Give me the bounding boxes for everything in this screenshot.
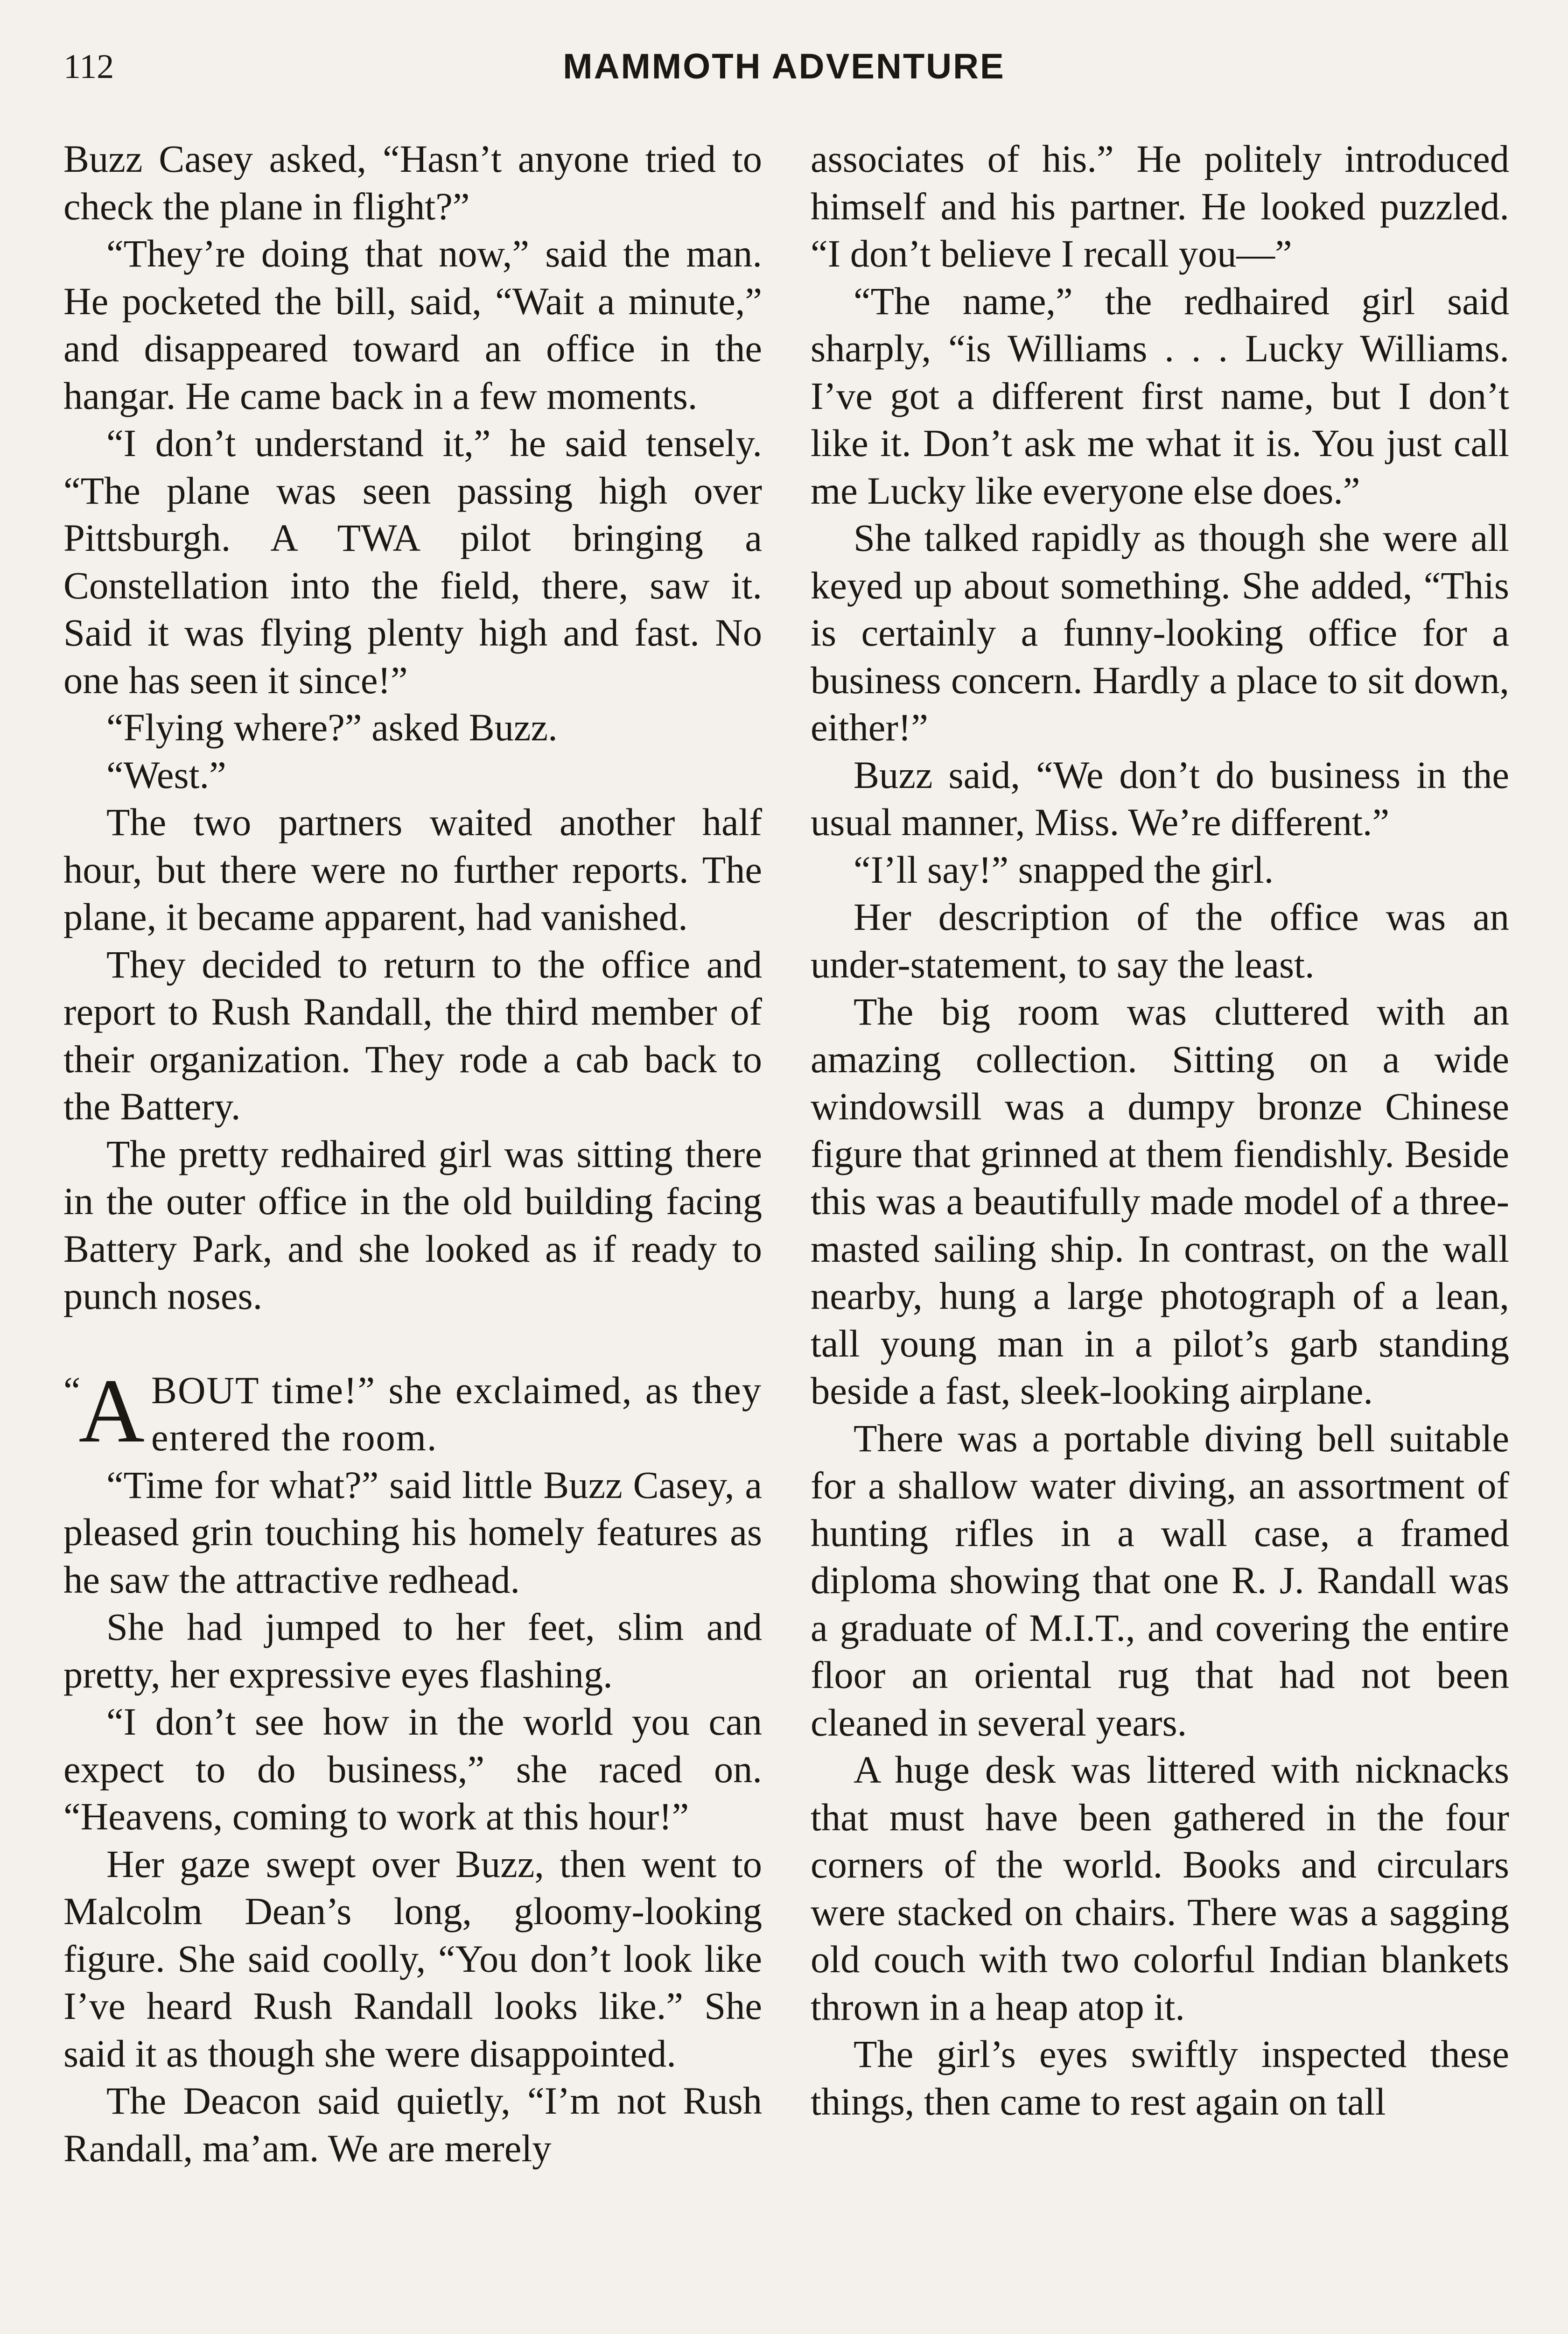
paragraph: The girl’s eyes swiftly inspected these things, then came to rest again on tall bbox=[811, 2032, 1509, 2123]
running-head: MAMMOTH ADVENTURE bbox=[563, 47, 1005, 86]
paragraph: The Deacon said quietly, “I’m not Rush Randall, ma’am. We are merely bbox=[63, 2079, 762, 2170]
paragraph: There was a portable diving bell suitable for a shallow water diving, an assortment of hunting rifles in a wall case, a framed diploma showing that one R. J. Randall was a graduate of M.I.T., and covering the entire floor an oriental rug that had not been cleaned in several years. bbox=[811, 1416, 1509, 1744]
paragraph: associates of his.” He politely introduced himself and his partner. He looked puzzled. “I don’t believe I recall you—” bbox=[811, 137, 1509, 275]
paragraph: She talked rapidly as though she were all keyed up about something. She added, “This is certainly a funny-looking office for a business concern. Hardly a place to sit down, either!” bbox=[811, 516, 1509, 749]
paragraph: The pretty redhaired girl was sitting there in the outer office in the old building facing Battery Park, and she looked as if ready to punch noses. bbox=[63, 1132, 762, 1317]
paragraph: She had jumped to her feet, slim and pretty, her expressive eyes flashing. bbox=[63, 1605, 762, 1696]
drop-cap-quote: “ bbox=[63, 1369, 81, 1412]
paragraph: Buzz Casey asked, “Hasn’t anyone tried to check the plane in flight?” bbox=[63, 137, 762, 228]
paragraph: “I don’t see how in the world you can expect to do business,” she raced on. “Heavens, coming to work at this hour!” bbox=[63, 1700, 762, 1838]
paragraph: Buzz said, “We don’t do business in the usual manner, Miss. We’re different.” bbox=[811, 753, 1509, 844]
paragraph: They decided to return to the office and report to Rush Randall, the third member of their organization. They rode a cab back to the Battery. bbox=[63, 942, 762, 1128]
paragraph: A huge desk was littered with nicknacks that must have been gathered in the four corners of the world. Books and circulars were stacked on chairs. There was a sagging old couch with two colorful Indian blankets thrown in a heap atop it. bbox=[811, 1748, 1509, 2028]
right-column bbox=[811, 135, 1509, 2125]
paragraph: Her gaze swept over Buzz, then went to Malcolm Dean’s long, gloomy-looking figure. She said coolly, “You don’t look like I’ve heard Rush Randall looks like.” She said it as though she were disappointed. bbox=[63, 1842, 762, 2075]
dropcap-paragraph bbox=[63, 1360, 762, 1462]
drop-cap bbox=[63, 1360, 145, 1462]
paragraph: “I don’t understand it,” he said tensely. “The plane was seen passing high over Pittsburgh. A TWA pilot bringing a Constellation into the field, there, saw it. Said it was flying plenty high and fast. No one has seen it since!” bbox=[63, 422, 762, 702]
page-number: 112 bbox=[63, 48, 114, 86]
paragraph: “They’re doing that now,” said the man. He pocketed the bill, said, “Wait a minute,” and disappeared toward an office in the hangar. He came back in a few moments. bbox=[63, 232, 762, 417]
paragraph: Her description of the office was an under-statement, to say the least. bbox=[811, 895, 1509, 986]
drop-cap-letter: A bbox=[78, 1360, 145, 1462]
paragraph: “West.” bbox=[106, 753, 226, 796]
paragraph: “Flying where?” asked Buzz. bbox=[106, 706, 558, 749]
paragraph: “I’ll say!” snapped the girl. bbox=[854, 848, 1274, 891]
paragraph: “Time for what?” said little Buzz Casey, a pleased grin touching his homely features as he saw the attractive redhead. bbox=[63, 1463, 762, 1601]
paragraph: The two partners waited another half hour, but there were no further reports. The plane, it became apparent, had vanished. bbox=[63, 801, 762, 938]
page-header bbox=[63, 36, 1505, 97]
paragraph: The big room was cluttered with an amazing collection. Sitting on a wide windowsill was a dumpy bronze Chinese figure that grinned at them fiendishly. Beside this was a beautifully made model of a three-masted sailing ship. In contrast, on the wall nearby, hung a large photograph of a lean, tall young man in a pilot’s garb standing beside a fast, sleek-looking airplane. bbox=[811, 990, 1509, 1412]
dropcap-paragraph-text: BOUT time!” she exclaimed, as they entered the room. bbox=[151, 1368, 762, 1459]
left-column bbox=[63, 135, 762, 2172]
paragraph: “The name,” the redhaired girl said sharply, “is Williams . . . Lucky Williams. I’ve got a different first name, but I don’t like it. Don’t ask me what it is. You just call me Lucky like everyone else does.” bbox=[811, 279, 1509, 512]
